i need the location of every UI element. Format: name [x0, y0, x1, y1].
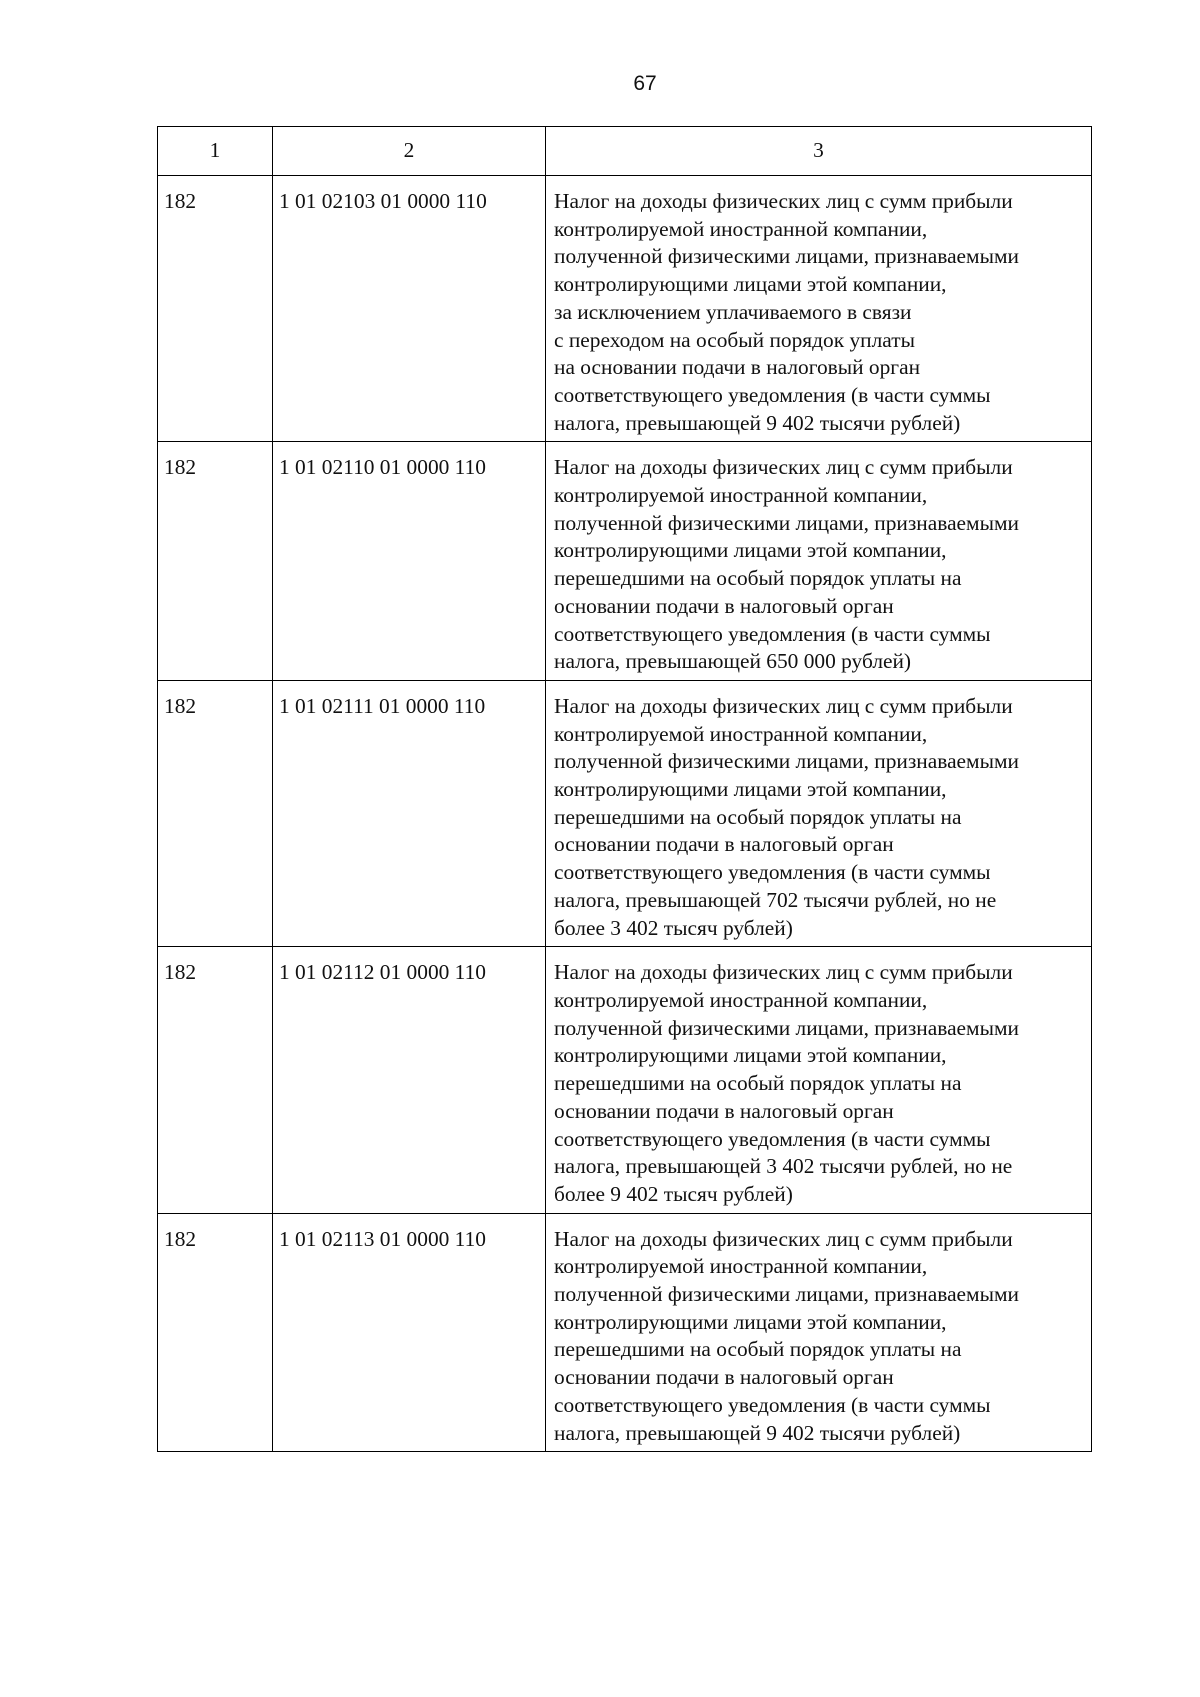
description-line: за исключением уплачиваемого в связи	[554, 299, 912, 324]
header-cell-2: 2	[273, 127, 546, 176]
kbk-code-cell: 1 01 02103 01 0000 110	[273, 176, 546, 442]
header-cell-3: 3	[546, 127, 1092, 176]
description-line: контролирующими лицами этой компании,	[554, 1043, 947, 1068]
kbk-code-cell: 1 01 02112 01 0000 110	[273, 947, 546, 1213]
description-line: полученной физическими лицами, признаваемыми	[554, 244, 1019, 269]
description-line: контролирующими лицами этой компании,	[554, 272, 947, 297]
admin-code-cell: 182	[158, 1213, 273, 1452]
description-line: соответствующего уведомления (в части суммы	[554, 382, 991, 407]
description-line: налога, превышающей 3 402 тысячи рублей, но не	[554, 1154, 1013, 1179]
description-line: контролируемой иностранной компании,	[554, 1254, 928, 1279]
description-line: перешедшими на особый порядок уплаты на	[554, 1337, 962, 1362]
description-line: Налог на доходы физических лиц с сумм прибыли	[554, 455, 1013, 480]
description-line: полученной физическими лицами, признаваемыми	[554, 510, 1019, 535]
description-line: Налог на доходы физических лиц с сумм прибыли	[554, 1226, 1013, 1251]
description-cell	[546, 442, 1092, 681]
description-line: налога, превышающей 9 402 тысячи рублей)	[554, 410, 961, 435]
description-line: контролируемой иностранной компании,	[554, 987, 928, 1012]
admin-code-cell: 182	[158, 947, 273, 1213]
description-line: перешедшими на особый порядок уплаты на	[554, 1071, 962, 1096]
description-line: контролируемой иностранной компании,	[554, 721, 928, 746]
description-line: соответствующего уведомления (в части суммы	[554, 1126, 991, 1151]
description-cell	[546, 1213, 1092, 1452]
description-line: контролирующими лицами этой компании,	[554, 777, 947, 802]
description-line: перешедшими на особый порядок уплаты на	[554, 804, 962, 829]
description-line: полученной физическими лицами, признаваемыми	[554, 1015, 1019, 1040]
description-line: контролирующими лицами этой компании,	[554, 1309, 947, 1334]
description-line: полученной физическими лицами, признаваемыми	[554, 749, 1019, 774]
description-cell	[546, 947, 1092, 1213]
admin-code-cell: 182	[158, 680, 273, 946]
table-row	[158, 1213, 1092, 1452]
kbk-code-cell: 1 01 02113 01 0000 110	[273, 1213, 546, 1452]
description-line: соответствующего уведомления (в части суммы	[554, 1392, 991, 1417]
table-body	[158, 127, 1092, 1452]
description-line: контролируемой иностранной компании,	[554, 216, 928, 241]
description-line: перешедшими на особый порядок уплаты на	[554, 566, 962, 591]
description-line: Налог на доходы физических лиц с сумм прибыли	[554, 189, 1013, 213]
kbk-code-cell: 1 01 02111 01 0000 110	[273, 680, 546, 946]
description-line: соответствующего уведомления (в части суммы	[554, 621, 991, 646]
description-line: налога, превышающей 650 000 рублей)	[554, 649, 912, 674]
page-number: 67	[633, 72, 657, 95]
header-cell-1: 1	[158, 127, 273, 176]
description-line: налога, превышающей 9 402 тысячи рублей)	[554, 1420, 961, 1445]
kbk-code-cell: 1 01 02110 01 0000 110	[273, 442, 546, 681]
table-row	[158, 442, 1092, 681]
description-cell	[546, 680, 1092, 946]
description-line: на основании подачи в налоговый орган	[554, 355, 921, 380]
table-header-row	[158, 127, 1092, 176]
admin-code-cell: 182	[158, 442, 273, 681]
description-line: основании подачи в налоговый орган	[554, 1098, 894, 1123]
description-line: основании подачи в налоговый орган	[554, 1365, 894, 1390]
description-cell	[546, 176, 1092, 442]
table-row	[158, 680, 1092, 946]
budget-classification-table	[157, 126, 1092, 1452]
table-row	[158, 947, 1092, 1213]
table-row	[158, 176, 1092, 442]
description-line: контролирующими лицами этой компании,	[554, 538, 947, 563]
description-line: Налог на доходы физических лиц с сумм прибыли	[554, 960, 1013, 985]
description-line: соответствующего уведомления (в части суммы	[554, 860, 991, 885]
description-line: основании подачи в налоговый орган	[554, 832, 894, 857]
description-line: налога, превышающей 702 тысячи рублей, но не	[554, 887, 997, 912]
description-line: контролируемой иностранной компании,	[554, 483, 928, 508]
description-line: полученной физическими лицами, признаваемыми	[554, 1282, 1019, 1307]
description-line: более 3 402 тысяч рублей)	[554, 915, 793, 940]
description-line: с переходом на особый порядок уплаты	[554, 327, 915, 352]
admin-code-cell: 182	[158, 176, 273, 442]
description-line: Налог на доходы физических лиц с сумм прибыли	[554, 693, 1013, 718]
description-line: более 9 402 тысяч рублей)	[554, 1181, 793, 1206]
description-line: основании подачи в налоговый орган	[554, 593, 894, 618]
